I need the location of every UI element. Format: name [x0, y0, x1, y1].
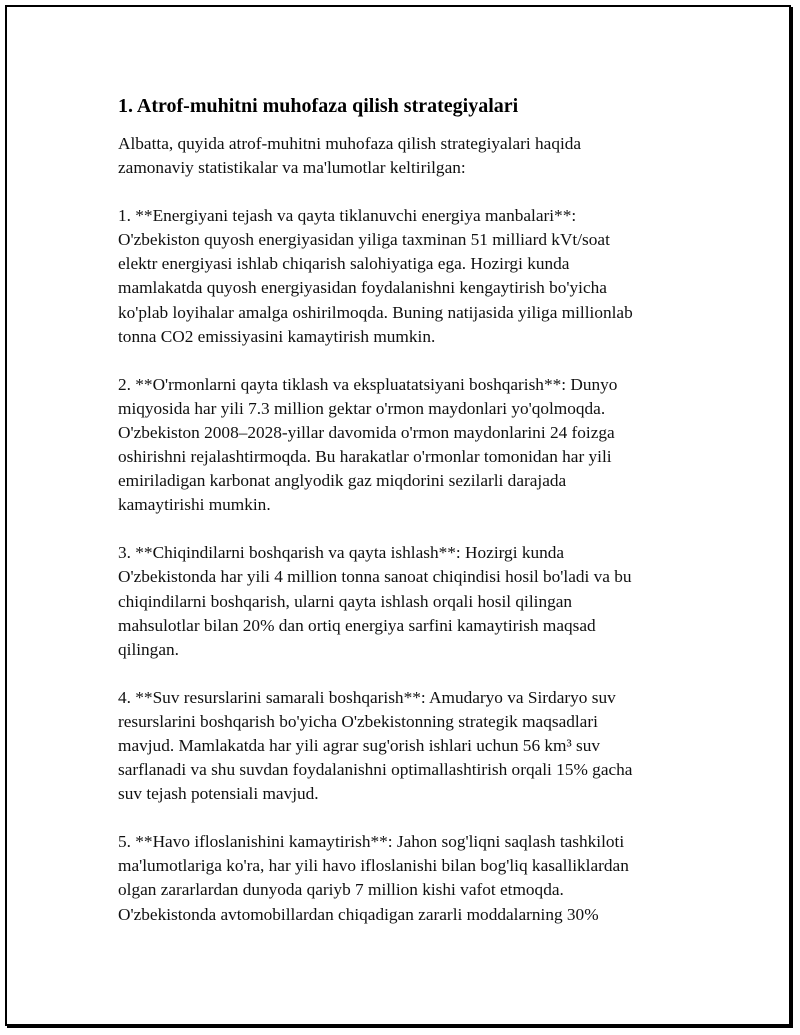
paragraph-energy: 1. **Energiyani tejash va qayta tiklanuvchi energiya manbalari**: O'zbekiston quyosh energiyasidan yiliga taxminan 51 milliard kVt/soat elektr energiyasi ishlab chiqarish salohiyatiga ega. Hozirgi kunda mamlakatda quyosh energiyasidan foydalanishni kengaytirish bo'yicha ko'plab loyihalar amalga oshirilmoqda. Buning natijasida yiliga millionlab tonna CO2 emissiyasini kamaytirish mumkin. [118, 206, 633, 346]
paragraph-water: 4. **Suv resurslarini samarali boshqarish**: Amudaryo va Sirdaryo suv resurslarini boshqarish bo'yicha O'zbekistonning strategik maqsadlari mavjud. Mamlakatda har yili agrar sug'orish ishlari uchun 56 km³ suv sarflanadi va shu suvdan foydalanishni optimallashtirish orqali 15% gacha suv tejash potensiali mavjud. [118, 687, 633, 804]
document-body [118, 94, 678, 951]
intro-paragraph: Albatta, quyida atrof-muhitni muhofaza qilish strategiyalari haqida zamonaviy statistikalar va ma'lumotlar keltirilgan: [118, 134, 582, 178]
paragraph-air-pollution: 5. **Havo ifloslanishini kamaytirish**: Jahon sog'liqni saqlash tashkiloti ma'lumotlariga ko'ra, har yili havo ifloslanishi bilan bog'liq kasalliklardan olgan zararlardan dunyoda qariyb 7 million kishi vafot etmoqda. O'zbekistonda avtomobillardan chiqadigan zararli moddalarning 30% [118, 832, 629, 924]
document-title: 1. Atrof-muhitni muhofaza qilish strategiyalari [118, 95, 519, 117]
paragraph-waste: 3. **Chiqindilarni boshqarish va qayta ishlash**: Hozirgi kunda O'zbekistonda har yili 4 million tonna sanoat chiqindisi hosil bo'ladi va bu chiqindilarni boshqarish, ularni qayta ishlash orqali hosil qilingan mahsulotlar bilan 20% dan ortiq energiya sarfini kamaytirish maqsad qilingan. [118, 543, 632, 659]
paragraph-forests: 2. **O'rmonlarni qayta tiklash va ekspluatatsiyani boshqarish**: Dunyo miqyosida har yili 7.3 million gektar o'rmon maydonlari yo'qolmoqda. O'zbekiston 2008–2028-yillar davomida o'rmon maydonlarini 24 foizga oshirishni rejalashtirmoqda. Bu harakatlar o'rmonlar tomonidan har yili emiriladigan karbonat anglyodik gaz miqdorini sezilarli darajada kamaytirishi mumkin. [118, 374, 618, 515]
